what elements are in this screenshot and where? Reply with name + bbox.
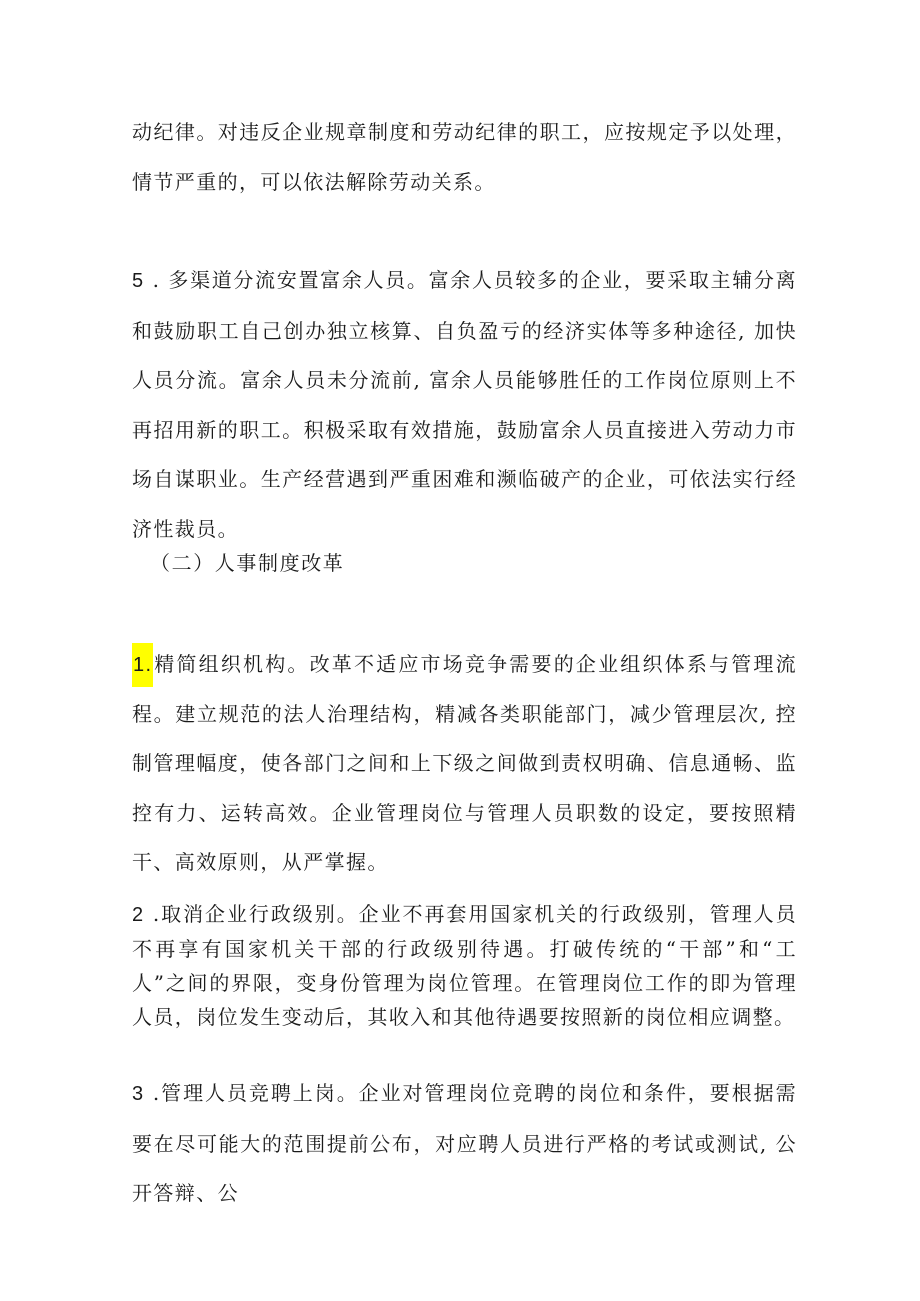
paragraph-text: 精简组织机构。改革不适应市场竞争需要的企业组织体系与管理流程。建立规范的法人治理结构，精减各类职能部门，减少管理层次, 控制管理幅度，使各部门之间和上下级之间做到责权明确、信息通畅、监控有力、运转高效。企业管理岗位与管理人员职数的设定，要按照精干、高效原则，从严掌握。 [132,652,797,874]
paragraph-text: . 多渠道分流安置富余人员。富余人员较多的企业，要采取主辅分离和鼓励职工自己创办独立核算、自负盈亏的经济实体等多种途径, 加快人员分流。富余人员未分流前, 富余人员能够胜任的工作岗位原则上不再招用新的职工。积极采取有效措施，鼓励富余人员直接进入劳动力市场自谋职业。生产经营遇到严重困难和濒临破产的企业，可依法实行经济性裁员。 [132,268,797,541]
paragraph-text: .取消企业行政级别。企业不再套用国家机关的行政级别，管理人员不再享有国家机关干部的行政级别待遇。打破传统的“干部”和“工人”之间的界限，变身份管理为岗位管理。在管理岗位工作的即为管理人员，岗位发生变动后，其收入和其他待遇要按照新的岗位相应调整。 [132,902,797,1029]
highlighted-item-number: 1. [132,643,153,687]
paragraph-labor-discipline [132,108,797,207]
paragraph-text: .管理人员竞聘上岗。企业对管理岗位竞聘的岗位和条件，要根据需要在尽可能大的范围提前公布，对应聘人员进行严格的考试或测试, 公开答辩、公 [132,1081,797,1205]
paragraph-item-2 [132,897,797,1034]
paragraph-text: 动纪律。对违反企业规章制度和劳动纪律的职工，应按规定予以处理，情节严重的，可以依法解除劳动关系。 [132,120,797,194]
section-heading: （二）人事制度改革 [150,551,345,575]
item-number: 5 [132,270,145,292]
paragraph-item-3 [132,1069,797,1219]
item-number: 2 [132,904,145,926]
paragraph-item-5 [132,256,797,554]
item-number: 3 [132,1083,145,1105]
paragraph-item-1 [132,640,797,888]
